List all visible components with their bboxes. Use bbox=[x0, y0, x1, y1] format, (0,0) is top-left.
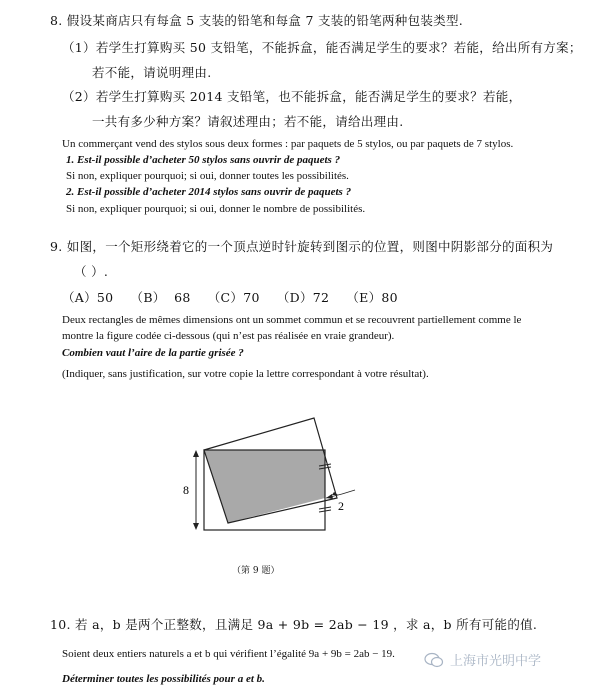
q8-part1-cont: 若不能，请说明理由. bbox=[92, 65, 212, 80]
q8-title: 8. 假设某商店只有每盒 5 支装的铅笔和每盒 7 支装的铅笔两种包装类型. bbox=[50, 13, 464, 28]
q8-fr-question1-detail: Si non, expliquer pourquoi; si oui, donner toutes les possibilités. bbox=[66, 170, 349, 182]
figure-caption: （第 9 题） bbox=[232, 566, 280, 576]
arrowhead-down-icon bbox=[193, 523, 199, 530]
q10-fr-question: Déterminer toutes les possibilités pour a et b. bbox=[62, 673, 265, 685]
arrowhead-up-icon bbox=[193, 450, 199, 457]
q10-fr-statement: Soient deux entiers naturels a et b qui vérifient l’égalité 9a + 9b = 2ab − 19. bbox=[62, 648, 395, 660]
q8-fr-question2: 2. Est-il possible d’acheter 2014 stylos sans ouvrir de paquets ? bbox=[66, 186, 352, 198]
q9-fr-instruction: (Indiquer, sans justification, sur votre copie la lettre correspondant à votre résultat). bbox=[62, 368, 429, 380]
q8-part2: （2）若学生打算购买 2014 支铅笔，也不能拆盒，能否满足学生的要求？若能， bbox=[62, 89, 522, 104]
height-label: 8 bbox=[183, 483, 189, 497]
shaded-region bbox=[204, 450, 325, 523]
q9-fr-line2: montre la figure codée ci-dessous (qui n’est pas réalisée en vraie grandeur). bbox=[62, 330, 395, 342]
q8-part1: （1）若学生打算购买 50 支铅笔，不能拆盒，能否满足学生的要求？若能，给出所有方案； bbox=[62, 40, 582, 55]
watermark bbox=[424, 650, 541, 669]
q9-title: 9. 如图，一个矩形绕着它的一个顶点逆时针旋转到图示的位置，则图中阴影部分的面积为 bbox=[50, 239, 554, 254]
small-length-label: 2 bbox=[338, 499, 344, 513]
q10-title: 10. 若 a，b 是两个正整数，且满足 9a + 9b = 2ab − 19 ，求 a，b 所有可能的值. bbox=[50, 617, 538, 632]
small-dimension-extension bbox=[342, 490, 355, 494]
q8-part2-cont: 一共有多少种方案？请叙述理由；若不能，请给出理由. bbox=[92, 114, 404, 129]
watermark-text: 上海市光明中学 bbox=[450, 654, 542, 669]
q8-fr-question1: 1. Est-il possible d’acheter 50 stylos sans ouvrir de paquets ? bbox=[66, 154, 341, 166]
q9-blank: （ ）. bbox=[74, 264, 109, 279]
q9-options: （A）50 （B） 68 （C）70 （D）72 （E）80 bbox=[62, 290, 398, 305]
q8-fr-question2-detail: Si non, expliquer pourquoi; si oui, donner le nombre de possibilités. bbox=[66, 203, 366, 215]
arrowhead-left-icon bbox=[326, 494, 333, 499]
q8-fr-intro: Un commerçant vend des stylos sous deux formes : par paquets de 5 stylos, ou par paquets de 7 stylos. bbox=[62, 138, 514, 150]
q9-fr-line1: Deux rectangles de mêmes dimensions ont un sommet commun et se recouvrent partiellement comme le bbox=[62, 314, 522, 326]
wechat-icon bbox=[424, 652, 444, 668]
rotated-rectangles-figure bbox=[180, 408, 380, 568]
q9-fr-question: Combien vaut l’aire de la partie grisée ? bbox=[62, 347, 244, 359]
